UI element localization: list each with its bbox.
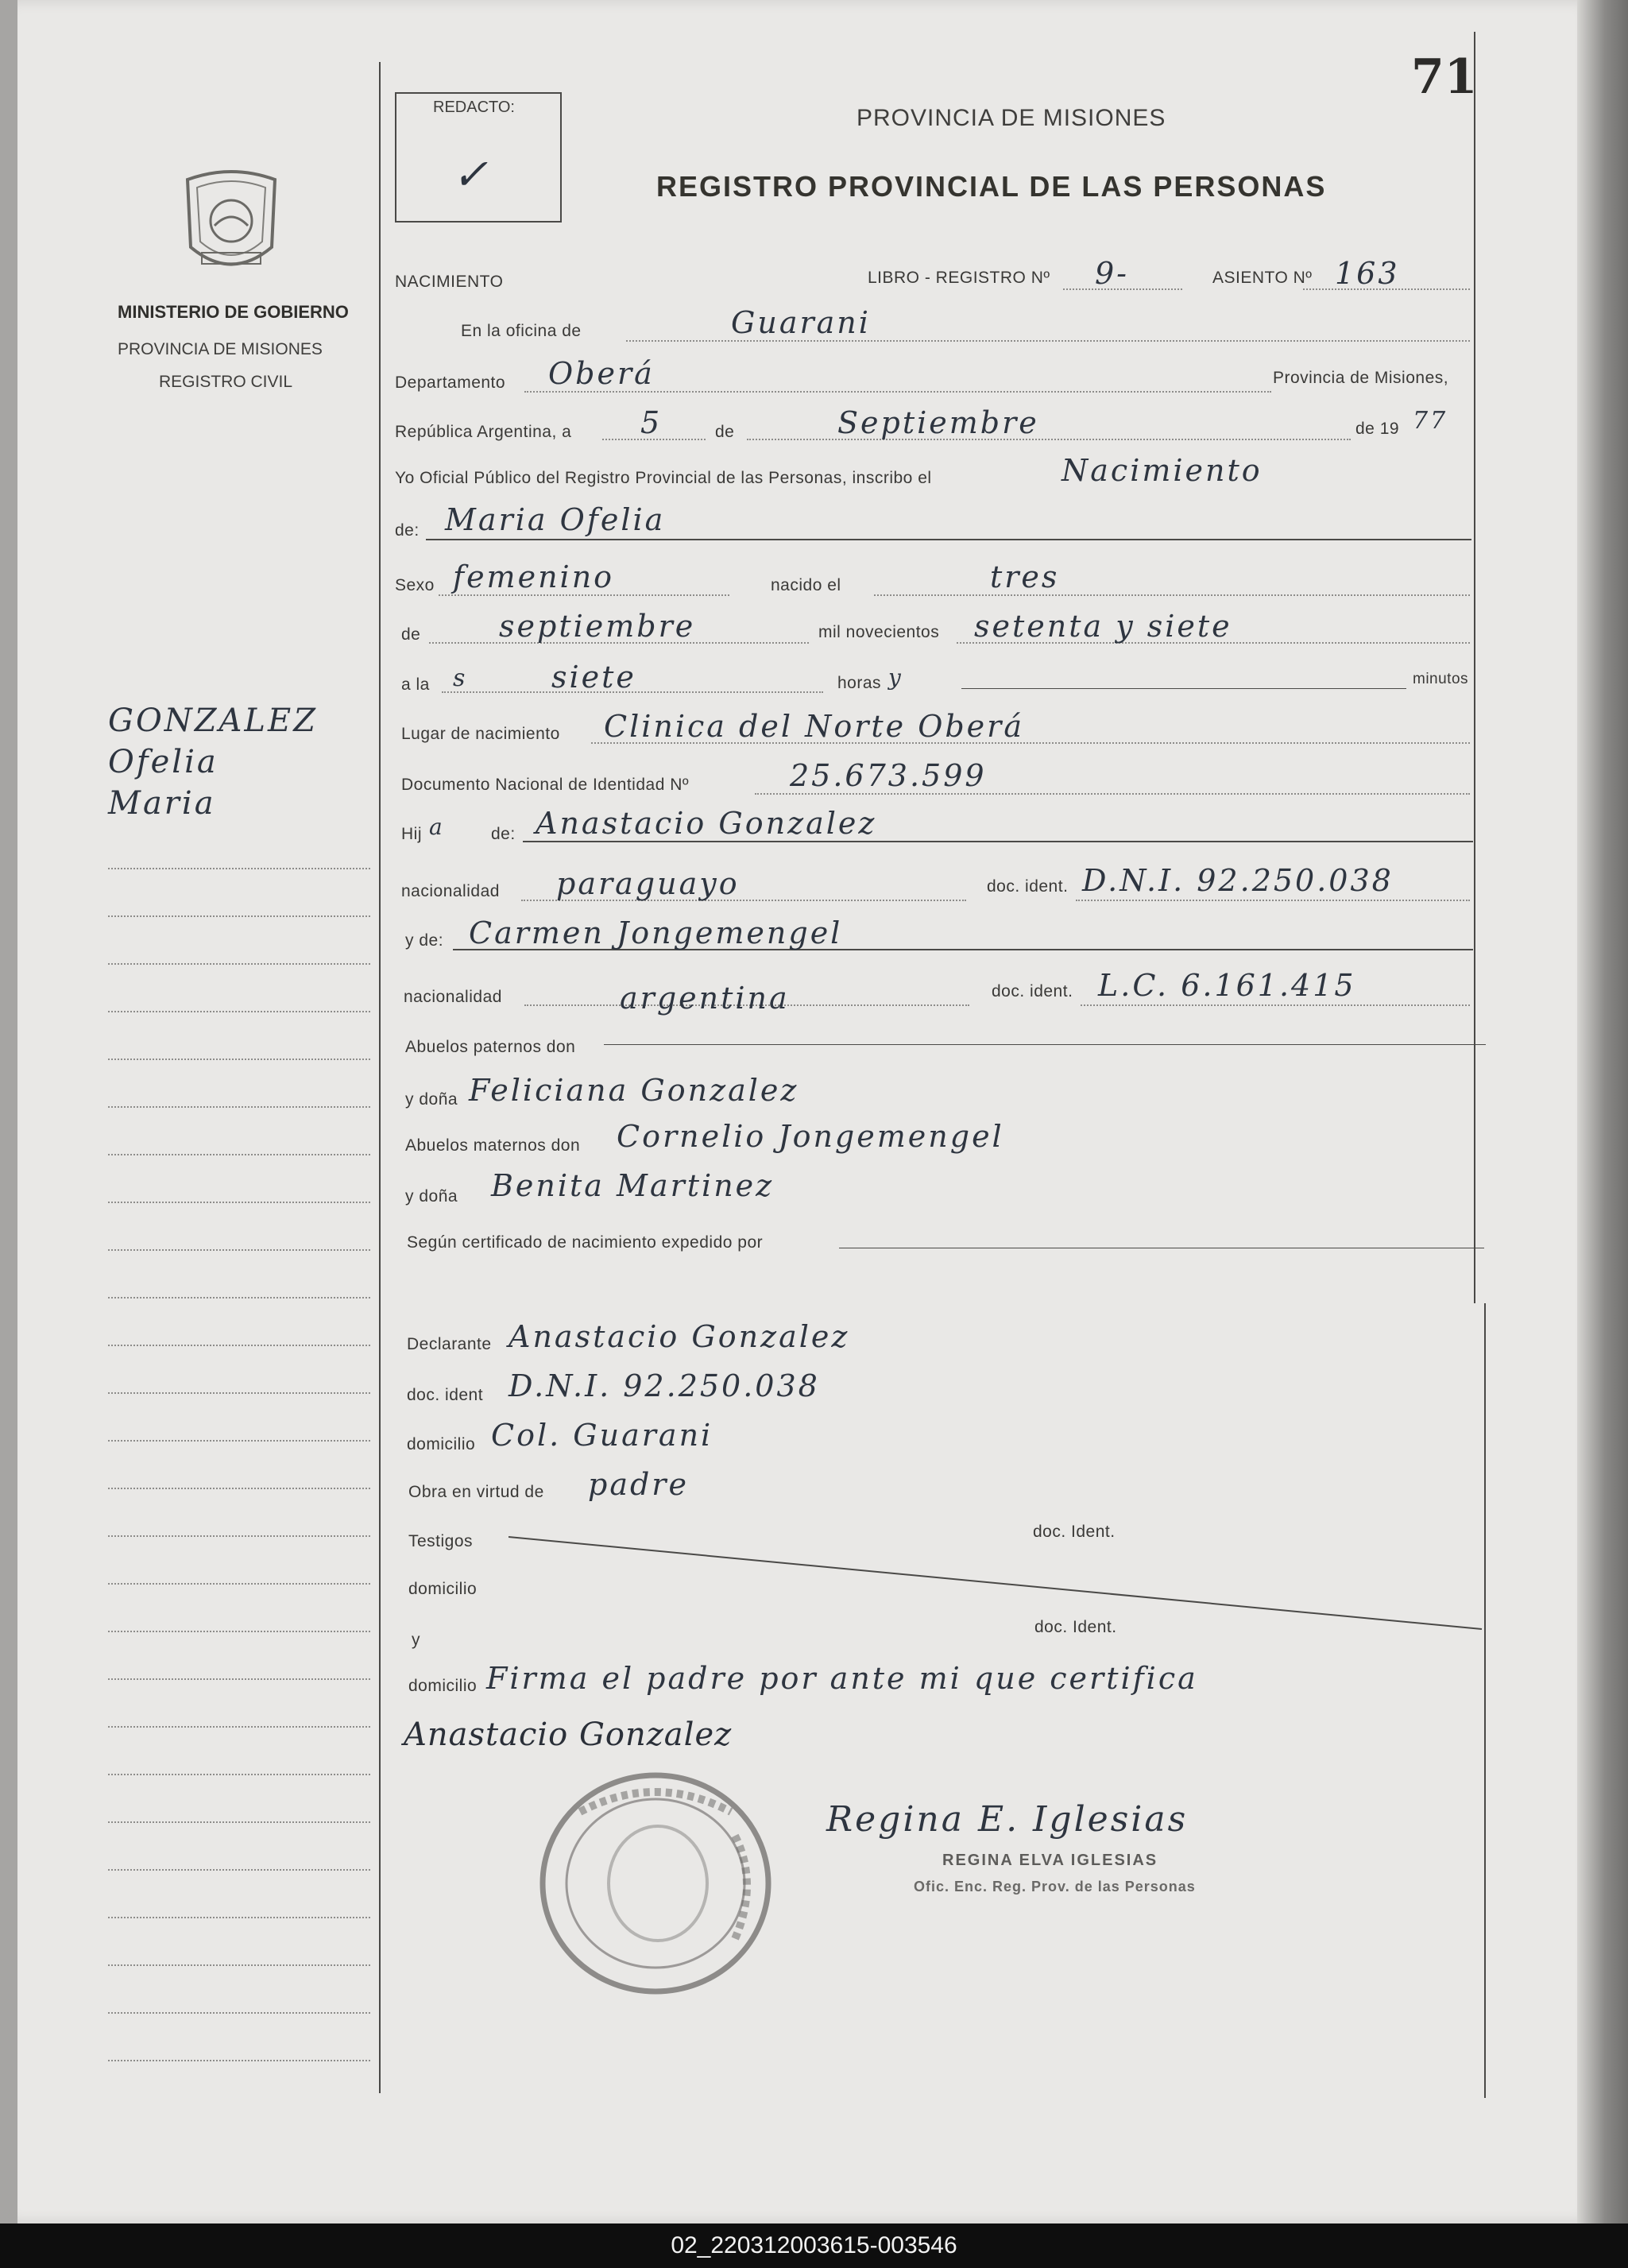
mes2-value: septiembre bbox=[499, 609, 696, 644]
official-stamp-title: Ofic. Enc. Reg. Prov. de las Personas bbox=[914, 1879, 1196, 1895]
sexo-value: femenino bbox=[453, 559, 615, 594]
libro-label: LIBRO - REGISTRO Nº bbox=[868, 269, 1050, 287]
scan-id-bar bbox=[0, 2223, 1628, 2268]
page-title: REGISTRO PROVINCIAL DE LAS PERSONAS bbox=[656, 170, 1327, 203]
provincia-label: Provincia de Misiones, bbox=[1273, 369, 1449, 387]
nac2-value: argentina bbox=[620, 981, 790, 1016]
horas-label: horas bbox=[837, 674, 882, 692]
inscribo-label: Yo Oficial Público del Registro Provincial de las Personas, inscribo el bbox=[395, 469, 932, 487]
redacto-mark: ✓ bbox=[452, 149, 491, 199]
abuelos-m-label: Abuelos maternos don bbox=[405, 1136, 581, 1155]
nac1-label: nacionalidad bbox=[401, 882, 500, 900]
mil-value: setenta y siete bbox=[974, 609, 1232, 644]
redacto-label: REDACTO: bbox=[433, 99, 515, 116]
dni-label: Documento Nacional de Identidad Nº bbox=[401, 776, 690, 794]
republica-label: República Argentina, a bbox=[395, 423, 572, 441]
scan-id: 02_220312003615-003546 bbox=[671, 2232, 957, 2258]
ala-label: a la bbox=[401, 675, 430, 694]
margin-ruled-lines bbox=[108, 0, 370, 2146]
doc1-value: D.N.I. 92.250.038 bbox=[1082, 863, 1394, 898]
sexo-label: Sexo bbox=[395, 576, 435, 594]
lugar-value: Clinica del Norte Oberá bbox=[604, 709, 1024, 744]
horas-value: y bbox=[888, 664, 903, 691]
ministry-province: PROVINCIA DE MISIONES bbox=[118, 340, 323, 358]
oficina-label: En la oficina de bbox=[461, 322, 582, 340]
province-heading: PROVINCIA DE MISIONES bbox=[857, 105, 1166, 131]
doc2-value: L.C. 6.161.415 bbox=[1098, 968, 1356, 1003]
madre-value: Carmen Jongemengel bbox=[469, 915, 843, 950]
margin-first-name: Ofelia bbox=[108, 744, 218, 780]
doc-ident2-label: doc. Ident. bbox=[1034, 1618, 1117, 1636]
page-edge bbox=[1577, 0, 1628, 2223]
nac1-value: paraguayo bbox=[556, 866, 740, 901]
page-number: 71 bbox=[1411, 49, 1478, 105]
anio-value: 77 bbox=[1413, 407, 1448, 435]
certificado-label: Según certificado de nacimiento expedido por bbox=[407, 1233, 764, 1252]
nacido-value: tres bbox=[990, 559, 1060, 594]
abuela-m-label: y doña bbox=[405, 1187, 458, 1206]
y-label: y bbox=[412, 1631, 420, 1649]
declarante-value: Anastacio Gonzalez bbox=[509, 1319, 850, 1354]
mil-label: mil novecientos bbox=[818, 623, 940, 641]
ministry-name: MINISTERIO DE GOBIERNO bbox=[118, 302, 349, 322]
de-label: de bbox=[715, 423, 735, 441]
asiento-value: 163 bbox=[1335, 256, 1400, 291]
doc-ident-label: doc. Ident. bbox=[1033, 1523, 1116, 1541]
decl-doc-value: D.N.I. 92.250.038 bbox=[509, 1368, 820, 1403]
mes-value: Septiembre bbox=[837, 405, 1039, 440]
oficina-value: Guarani bbox=[731, 305, 871, 340]
abuela-p-value: Feliciana Gonzalez bbox=[469, 1073, 799, 1108]
de2-label: de bbox=[401, 625, 421, 644]
lugar-label: Lugar de nacimiento bbox=[401, 725, 560, 743]
obra-label: Obra en virtud de bbox=[408, 1483, 544, 1501]
nombre-value: Maria Ofelia bbox=[445, 502, 666, 537]
book-spine bbox=[0, 0, 17, 2223]
redacto-box bbox=[395, 92, 562, 223]
abuelos-p-label: Abuelos paternos don bbox=[405, 1038, 576, 1056]
dni-value: 25.673.599 bbox=[790, 758, 987, 793]
left-frame-line bbox=[379, 62, 381, 2093]
doc2-label: doc. ident. bbox=[992, 982, 1073, 1000]
abuela-p-label: y doña bbox=[405, 1090, 458, 1109]
testigos-label: Testigos bbox=[408, 1532, 474, 1550]
madre-label: y de: bbox=[405, 931, 444, 950]
domicilio-label: domicilio bbox=[407, 1435, 476, 1453]
firma-text: Firma el padre por ante mi que certifica bbox=[486, 1661, 1198, 1696]
hora-value: siete bbox=[551, 660, 636, 695]
declarante-label: Declarante bbox=[407, 1335, 492, 1353]
hijo-suffix: a bbox=[429, 814, 445, 840]
domicilio2-label: domicilio bbox=[408, 1580, 478, 1598]
registry-seal-stamp bbox=[532, 1764, 779, 2003]
ala-prefix: s bbox=[453, 664, 468, 692]
inscribo-value: Nacimiento bbox=[1061, 453, 1263, 488]
domicilio-value: Col. Guarani bbox=[491, 1418, 713, 1453]
libro-value: 9- bbox=[1095, 256, 1130, 291]
record-type-label: NACIMIENTO bbox=[395, 273, 504, 291]
abuelos-m-value: Cornelio Jongemengel bbox=[617, 1119, 1004, 1154]
departamento-label: Departamento bbox=[395, 373, 506, 392]
margin-surname: GONZALEZ bbox=[108, 702, 318, 739]
nacido-label: nacido el bbox=[771, 576, 841, 594]
testigos-strike-line bbox=[509, 1534, 1486, 1637]
nombre-label: de: bbox=[395, 521, 420, 540]
father-signature: Anastacio Gonzalez bbox=[404, 1716, 733, 1753]
decl-doc-label: doc. ident bbox=[407, 1386, 484, 1404]
abuela-m-value: Benita Martinez bbox=[491, 1168, 775, 1203]
minutos-label: minutos bbox=[1413, 671, 1469, 687]
official-stamp-name: REGINA ELVA IGLESIAS bbox=[942, 1852, 1158, 1869]
right-frame-line bbox=[1474, 32, 1475, 1303]
domicilio3-label: domicilio bbox=[408, 1677, 478, 1695]
obra-value: padre bbox=[588, 1467, 689, 1502]
padre-value: Anastacio Gonzalez bbox=[536, 806, 877, 841]
anio-label: de 19 bbox=[1355, 420, 1400, 438]
hijo-label: Hij bbox=[401, 825, 422, 843]
asiento-label: ASIENTO Nº bbox=[1212, 269, 1313, 287]
ministry-registry: REGISTRO CIVIL bbox=[159, 373, 293, 391]
departamento-value: Oberá bbox=[548, 356, 655, 391]
padre-label: de: bbox=[491, 825, 516, 843]
right-frame-line-lower bbox=[1484, 1303, 1486, 2098]
nac2-label: nacionalidad bbox=[404, 988, 502, 1006]
doc1-label: doc. ident. bbox=[987, 877, 1069, 896]
official-signature: Regina E. Iglesias bbox=[826, 1799, 1189, 1840]
margin-second-name: Maria bbox=[108, 785, 216, 822]
dia-value: 5 bbox=[640, 405, 663, 440]
